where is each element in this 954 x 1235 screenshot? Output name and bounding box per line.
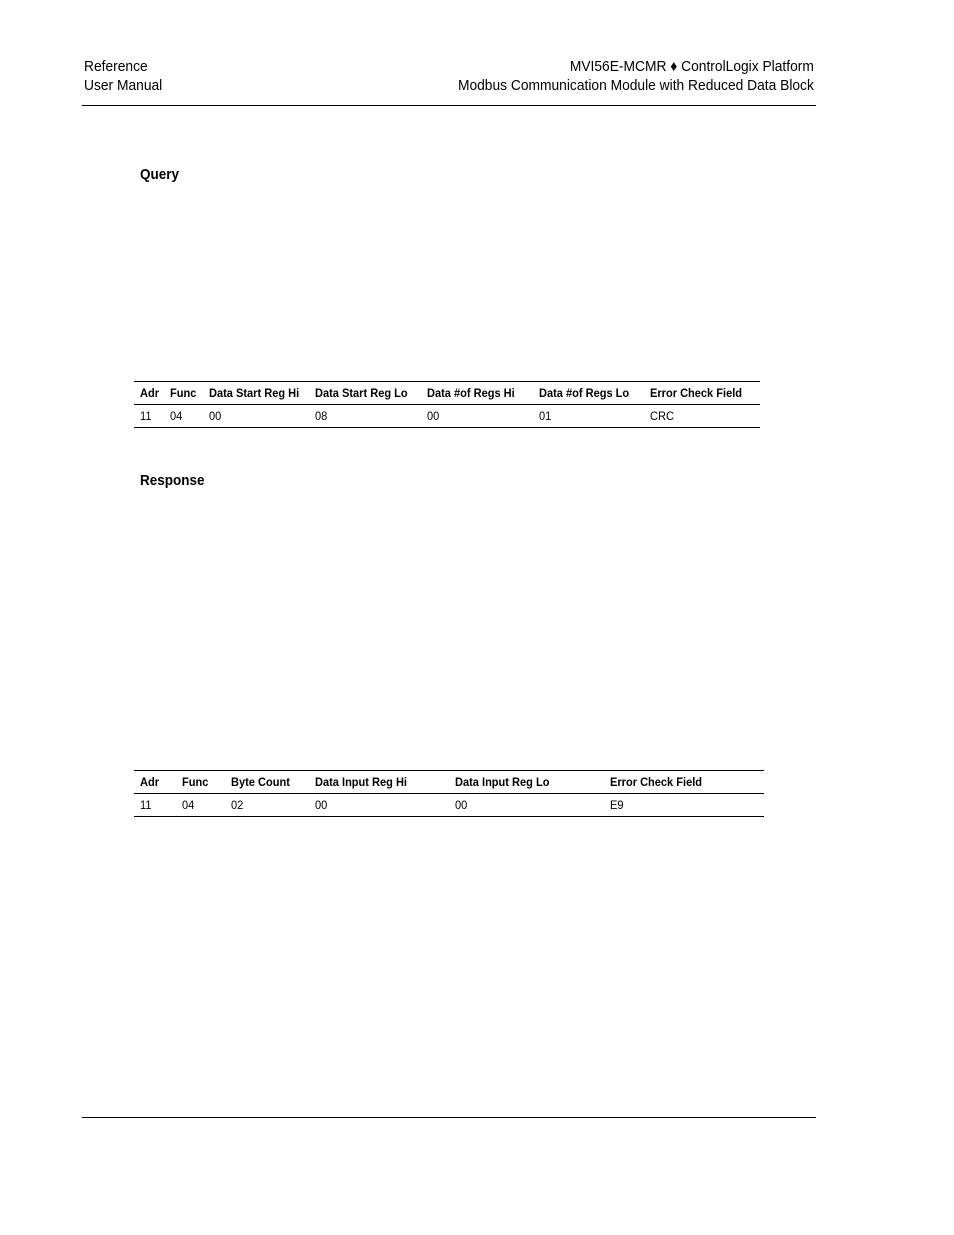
response-cell: 11 — [134, 794, 176, 817]
response-col-header: Byte Count — [225, 771, 309, 794]
footer-divider — [82, 1117, 816, 1118]
query-col-header: Data #of Regs Lo — [533, 382, 644, 405]
response-col-header: Adr — [134, 771, 176, 794]
query-col-header: Data #of Regs Hi — [421, 382, 533, 405]
response-col-header: Func — [176, 771, 225, 794]
response-cell: 04 — [176, 794, 225, 817]
query-cell: 00 — [421, 405, 533, 428]
header-left — [84, 57, 162, 95]
header-product-subtitle: Modbus Communication Module with Reduced Data Block — [458, 77, 814, 94]
header-section-title: Reference — [84, 58, 148, 75]
query-col-header: Func — [164, 382, 203, 405]
query-col-header: Adr — [134, 382, 164, 405]
header-divider — [82, 105, 816, 106]
response-heading: Response — [140, 472, 205, 489]
query-cell: 08 — [309, 405, 421, 428]
query-cell: 04 — [164, 405, 203, 428]
response-cell: 00 — [449, 794, 604, 817]
response-cell: E9 — [604, 794, 764, 817]
response-cell: 00 — [309, 794, 449, 817]
query-col-header: Data Start Reg Hi — [203, 382, 309, 405]
response-table-row — [134, 794, 764, 817]
response-table — [134, 770, 764, 817]
query-col-header: Error Check Field — [644, 382, 760, 405]
response-cell: 02 — [225, 794, 309, 817]
query-cell: 00 — [203, 405, 309, 428]
response-col-header: Error Check Field — [604, 771, 764, 794]
query-cell: 01 — [533, 405, 644, 428]
query-cell: 11 — [134, 405, 164, 428]
header-right — [458, 57, 814, 95]
query-col-header: Data Start Reg Lo — [309, 382, 421, 405]
query-heading: Query — [140, 166, 180, 183]
response-col-header: Data Input Reg Hi — [309, 771, 449, 794]
query-table-header-row — [134, 382, 760, 405]
query-table-row — [134, 405, 760, 428]
header-product-title: MVI56E-MCMR ♦ ControlLogix Platform — [569, 58, 814, 75]
query-table — [134, 381, 760, 428]
query-cell: CRC — [644, 405, 760, 428]
response-table-header-row — [134, 771, 764, 794]
response-col-header: Data Input Reg Lo — [449, 771, 604, 794]
header-document-type: User Manual — [84, 77, 163, 94]
